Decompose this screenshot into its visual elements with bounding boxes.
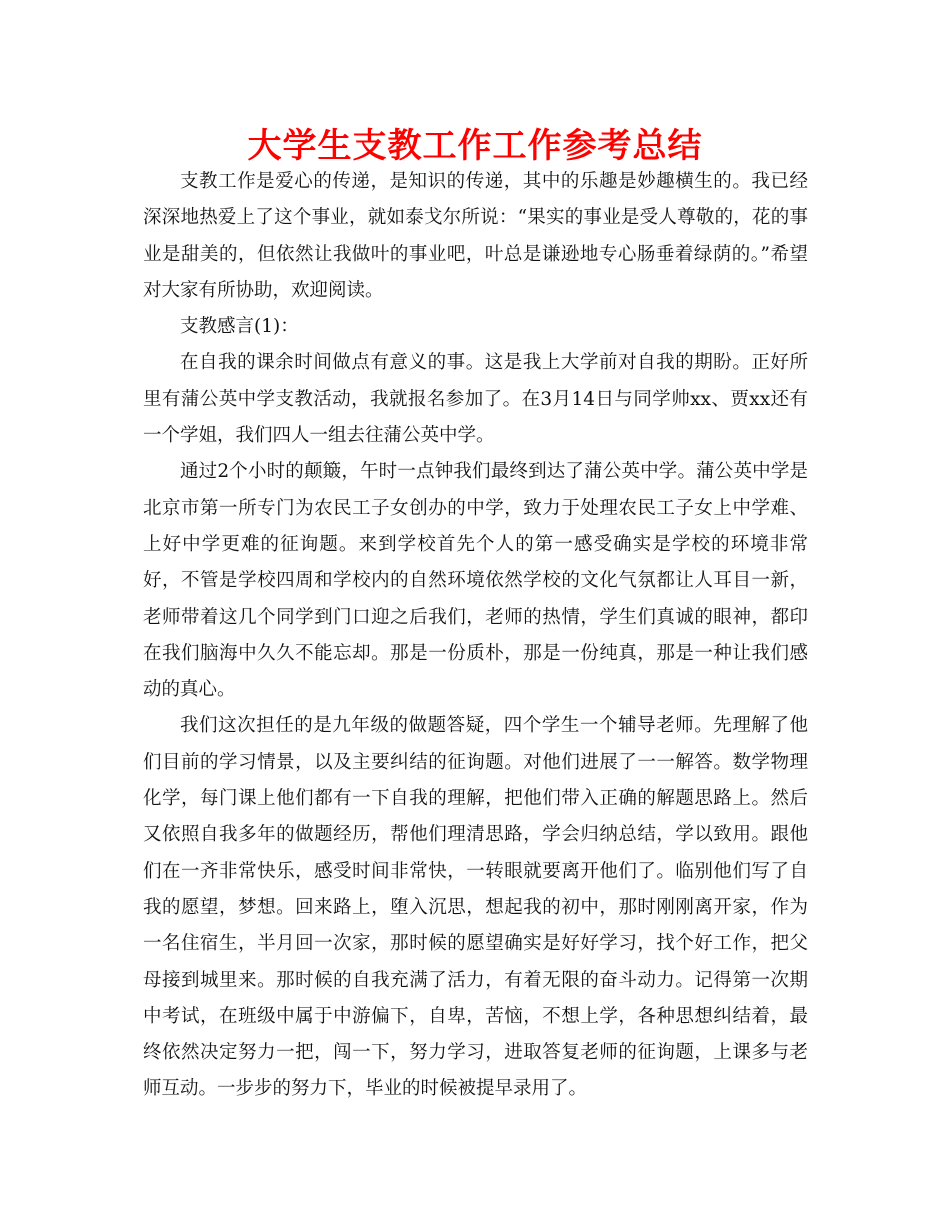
- paragraph-section-heading: 支教感言(1)：: [180, 316, 299, 338]
- paragraph-intro: 支教工作是爱心的传递，是知识的传递，其中的乐趣是妙趣横生的。我已经深深地热爱上了这个事业，就如泰戈尔所说：“果实的事业是受人尊敬的，花的事业是甜美的，但依然让我做叶的事业吧，叶总是谦逊地专心肠垂着绿荫的。”希望对大家有所协助，欢迎阅读。: [143, 171, 808, 301]
- paragraph-1: 在自我的课余时间做点有意义的事。这是我上大学前对自我的期盼。正好所里有蒲公英中学支教活动，我就报名参加了。在3月14日与同学帅xx、贾xx还有一个学姐，我们四人一组去往蒲公英中学。: [143, 352, 808, 447]
- document-title: 大学生支教工作工作参考总结: [247, 126, 703, 166]
- paragraph-2: 通过2个小时的颠簸，午时一点钟我们最终到达了蒲公英中学。蒲公英中学是北京市第一所专门为农民工子女创办的中学，致力于处理农民工子女上中学难、上好中学更难的征询题。来到学校首先个人的第一感受确实是学校的环境非常好，不管是学校四周和学校内的自然环境依然学校的文化气氛都让人耳目一新，老师带着这几个同学到门口迎之后我们，老师的热情，学生们真诚的眼神，都印在我们脑海中久久不能忘却。那是一份质朴，那是一份纯真，那是一种让我们感动的真心。: [143, 461, 808, 701]
- document-body: [143, 164, 808, 1108]
- paragraph-3: 我们这次担任的是九年级的做题答疑，四个学生一个辅导老师。先理解了他们目前的学习情景，以及主要纠结的征询题。对他们进展了一一解答。数学物理化学，每门课上他们都有一下自我的理解，把他们带入正确的解题思路上。然后又依照自我多年的做题经历，帮他们理清思路，学会归纳总结，学以致用。跟他们在一齐非常快乐，感受时间非常快，一转眼就要离开他们了。临别他们写了自我的愿望，梦想。回来路上，堕入沉思，想起我的初中，那时刚刚离开家，作为一名住宿生，半月回一次家，那时候的愿望确实是好好学习，找个好工作，把父母接到城里来。那时候的自我充满了活力，有着无限的奋斗动力。记得第一次期中考试，在班级中属于中游偏下，自卑，苦恼，不想上学，各种思想纠结着，最终依然决定努力一把，闯一下，努力学习，进取答复老师的征询题，上课多与老师互动。一步步的努力下，毕业的时候被提早录用了。: [143, 715, 808, 1100]
